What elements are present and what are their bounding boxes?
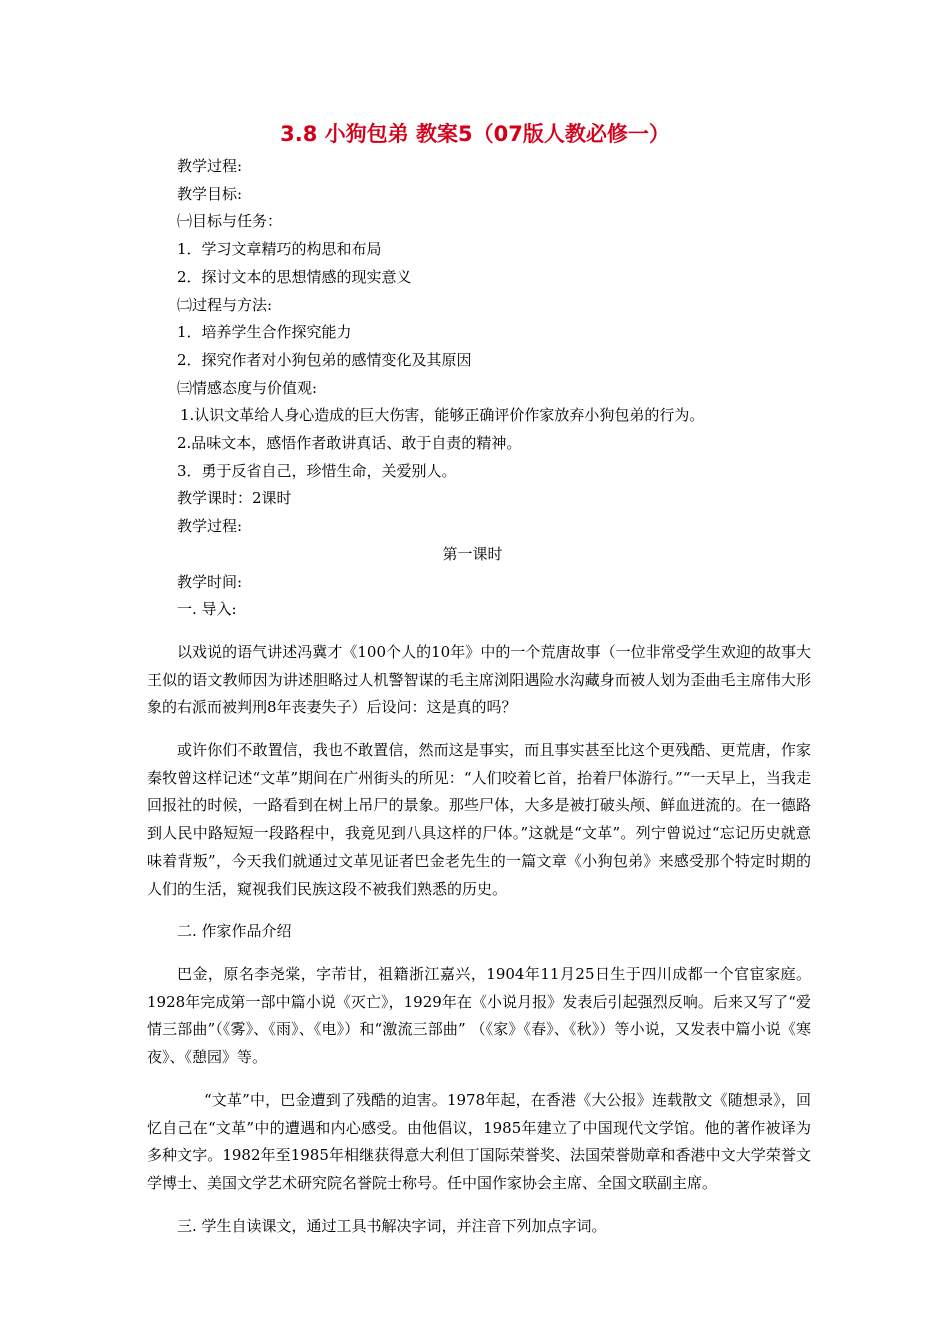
subsection-heading: ㈠目标与任务： xyxy=(177,212,283,231)
section-heading: 二. 作家作品介绍 xyxy=(177,922,292,941)
document-title: 3.8 小狗包弟 教案5（07版人教必修一） xyxy=(280,122,670,146)
paragraph-ba-jin-bio: 巴金，原名李尧棠，字芾甘，祖籍浙江嘉兴，1904年11月25日生于四川成都一个官宦家庭。1928年完成第一部中篇小说《灭亡》，1929年在《小说月报》发表后引起强烈反响。后来又写了“爱情三部曲”（《雾》、《雨》、《电》）和“激流三部曲” （《家》《春》、《秋》）等小说，又发表中篇小说《寒夜》、《憩园》等。 xyxy=(147,964,811,1067)
subsection-heading: ㈡过程与方法: xyxy=(177,295,273,314)
section-heading: 教学过程: xyxy=(177,157,243,175)
list-item: 1．学习文章精巧的构思和布局 xyxy=(177,240,382,259)
document-body xyxy=(147,153,811,1240)
list-item: 1.认识文革给人身心造成的巨大伤害，能够正确评价作家放弃小狗包弟的行为。 xyxy=(180,406,705,425)
section-heading: 教学过程: xyxy=(177,517,243,536)
section-heading: 三. 学生自读课文，通过工具书解决字词，并注音下列加点字词。 xyxy=(177,1216,607,1235)
section-heading: 教学时间: xyxy=(177,572,243,591)
list-item: 3．勇于反省自己，珍惜生命，关爱别人。 xyxy=(177,461,457,480)
list-item: 2．探究作者对小狗包弟的感情变化及其原因 xyxy=(177,350,472,369)
class-hours: 教学课时：2课时 xyxy=(177,489,292,508)
section-heading: 一. 导入: xyxy=(177,600,237,619)
list-item: 2.品味文本，感悟作者敢讲真话、敢于自责的精神。 xyxy=(177,434,522,453)
list-item: 1．培养学生合作探究能力 xyxy=(177,323,352,342)
list-item: 2．探讨文本的思想情感的现实意义 xyxy=(177,267,412,286)
paragraph-cultural-revolution: “文革”中，巴金遭到了残酷的迫害。1978年起，在香港《大公报》连载散文《随想录》，回忆自己在“文革”中的遭遇和内心感受。由他倡议，1985年建立了中国现代文学馆。他的著作被译为多种文字。1982年至1985年相继获得意大利但丁国际荣誉奖、法国荣誉勋章和香港中文大学荣誉文学博士、美国文学艺术研究院名誉院士称号。任中国作家协会主席、全国文联副主席。 xyxy=(147,1090,811,1192)
section-heading: 教学目标: xyxy=(177,184,243,203)
paragraph-intro-story: 以戏说的语气讲述冯冀才《100个人的10年》中的一个荒唐故事（一位非常受学生欢迎的故事大王似的语文教师因为讲述胆略过人机警智谋的毛主席浏阳遇险水沟藏身而被人划为歪曲毛主席伟大形象的右派而被判刑8年丧妻失子）后设问：这是真的吗？ xyxy=(147,642,811,717)
subsection-heading: ㈢情感态度与价值观: xyxy=(177,378,318,397)
lesson-heading: 第一课时 xyxy=(442,544,503,563)
paragraph-qin-mu: 或许你们不敢置信，我也不敢置信，然而这是事实，而且事实甚至比这个更残酷、更荒唐，作家秦牧曾这样记述“文革”期间在广州街头的所见：“人们咬着匕首，抬着尸体游行。”“一天早上，当我走回报社的时候，一路看到在树上吊尸的景象。那些尸体，大多是被打破头颅、鲜血迸流的。在一德路到人民中路短短一段路程中，我竟见到八具这样的尸体。”这就是“文革”。列宁曾说过“忘记历史就意味着背叛”，今天我们就通过文革见证者巴金老先生的一篇文章《小狗包弟》来感受那个特定时期的人们的生活，窥视我们民族这段不被我们熟悉的历史。 xyxy=(147,741,811,898)
